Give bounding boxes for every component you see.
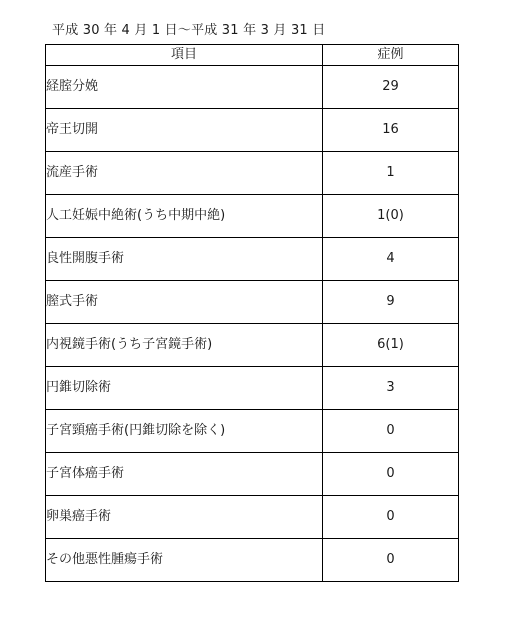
table-row [46,453,459,496]
surgery-cases-table [45,44,459,582]
procedure-cell: 卵巣癌手術 [46,496,323,539]
table-row [46,281,459,324]
table-row [46,152,459,195]
procedure-cell: その他悪性腫瘍手術 [46,539,323,582]
case-count-cell: 6(1) [323,324,459,367]
procedure-cell: 人工妊娠中絶術(うち中期中絶) [46,195,323,238]
table-row [46,66,459,109]
table-row [46,496,459,539]
case-count-cell: 3 [323,367,459,410]
case-count-cell: 1(0) [323,195,459,238]
procedure-cell: 良性開腹手術 [46,238,323,281]
procedure-cell: 内視鏡手術(うち子宮鏡手術) [46,324,323,367]
procedure-cell: 膣式手術 [46,281,323,324]
column-header-item: 項目 [46,45,323,66]
table-row [46,324,459,367]
case-count-cell: 16 [323,109,459,152]
table-row [46,195,459,238]
table-row [46,238,459,281]
procedure-cell: 経腟分娩 [46,66,323,109]
case-count-cell: 0 [323,496,459,539]
column-header-cases: 症例 [323,45,459,66]
procedure-cell: 帝王切開 [46,109,323,152]
case-count-cell: 1 [323,152,459,195]
case-count-cell: 9 [323,281,459,324]
procedure-cell: 流産手術 [46,152,323,195]
case-count-cell: 0 [323,539,459,582]
procedure-cell: 子宮頸癌手術(円錐切除を除く) [46,410,323,453]
period-caption: 平成 30 年 4 月 1 日～平成 31 年 3 月 31 日 [52,23,326,38]
table-row [46,539,459,582]
case-count-cell: 29 [323,66,459,109]
case-count-cell: 0 [323,453,459,496]
procedure-cell: 円錐切除術 [46,367,323,410]
case-count-cell: 4 [323,238,459,281]
table-row [46,109,459,152]
table-header-row [46,45,459,66]
case-count-cell: 0 [323,410,459,453]
table-row [46,410,459,453]
procedure-cell: 子宮体癌手術 [46,453,323,496]
table-row [46,367,459,410]
